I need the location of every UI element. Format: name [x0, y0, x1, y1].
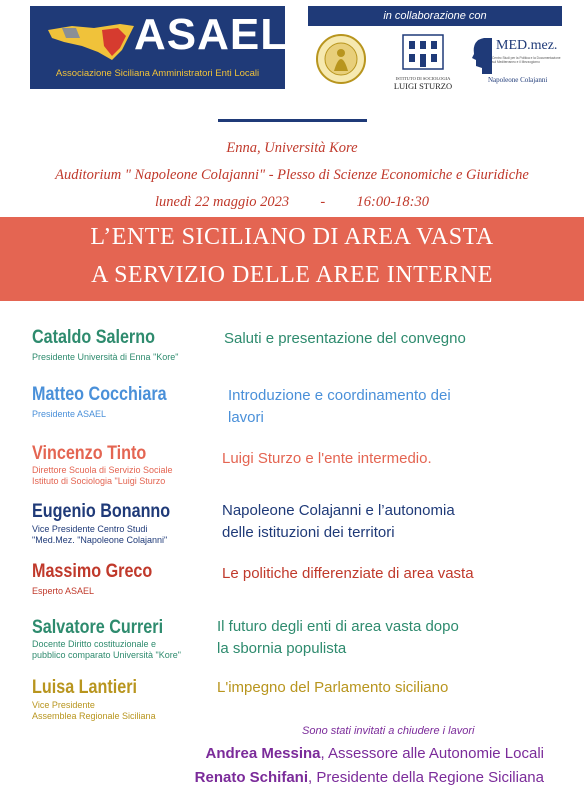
logo-name: ASAEL	[134, 10, 289, 59]
title-line-2: A SERVIZIO DELLE AREE INTERNE	[91, 262, 493, 288]
speaker-role: Vice Presidente Centro Studi "Med.Mez. "Napoleone Colajanni"	[32, 524, 168, 545]
university-seal-icon	[312, 33, 370, 85]
closing-guest	[205, 745, 544, 762]
medmez-description: Centro Studi per la Politica e la Documentazione sul Mediterraneo e il Mezzogiorno	[492, 56, 561, 64]
speaker-card	[32, 617, 186, 661]
guest-role: , Assessore alle Autonomie Locali	[320, 745, 544, 762]
event-time: 16:00-18:30	[356, 194, 429, 210]
speaker-name: Luisa Lantieri	[32, 677, 138, 698]
speaker-name: Matteo Cocchiara	[32, 384, 167, 405]
event-venue: Auditorium " Napoleone Colajanni" - Plesso di Scienze Economiche e Giuridiche	[55, 167, 529, 183]
sturzo-label-main: LUIGI STURZO	[393, 81, 453, 91]
medmez-logo	[470, 34, 562, 90]
speaker-role: Direttore Scuola di Servizio Sociale Istituto di Sociologia "Luigi Sturzo	[32, 465, 173, 486]
speaker-topic: Saluti e presentazione del convegno	[224, 330, 466, 347]
guest-name: Renato Schifani	[194, 769, 309, 786]
sturzo-label-top: ISTITUTO DI SOCIOLOGIA	[395, 76, 451, 81]
collaboration-label: in collaborazione con	[308, 6, 562, 26]
speaker-role: Esperto ASAEL	[32, 586, 95, 596]
profile-head-icon	[470, 36, 494, 76]
speaker-topic: Il futuro degli enti di area vasta dopo la sbornia populista	[217, 618, 459, 657]
speaker-card	[32, 561, 174, 597]
speaker-card	[32, 443, 173, 487]
speaker-name: Massimo Greco	[32, 561, 153, 582]
event-place: Enna, Università Kore	[226, 140, 358, 156]
speaker-name: Vincenzo Tinto	[32, 443, 147, 464]
building-icon	[401, 33, 445, 71]
guest-name: Andrea Messina	[205, 745, 321, 762]
speaker-name: Eugenio Bonanno	[32, 501, 171, 522]
medmez-name: MED.mez.	[496, 38, 558, 53]
speaker-name: Cataldo Salerno	[32, 327, 155, 348]
speaker-card	[32, 677, 156, 722]
speaker-card	[32, 327, 178, 363]
logo-subtitle: Associazione Siciliana Amministratori Enti Locali	[55, 68, 260, 79]
title-band	[0, 217, 584, 301]
closing-guest	[195, 769, 544, 786]
speaker-role: Vice Presidente Assemblea Regionale Siciliana	[32, 700, 156, 721]
speaker-topic: L'impegno del Parlamento siciliano	[217, 679, 449, 696]
asael-logo	[30, 6, 289, 89]
guest-role: , Presidente della Regione Siciliana	[308, 769, 544, 786]
event-datetime	[0, 194, 584, 211]
speaker-topic: Le politiche differenziate di area vasta	[222, 565, 474, 582]
sicily-map-icon	[42, 16, 142, 62]
title-line-1: L’ENTE SICILIANO DI AREA VASTA	[90, 224, 494, 250]
speaker-role: Docente Diritto costituzionale e pubblico comparato Università "Kore"	[32, 639, 181, 660]
speaker-card	[32, 501, 195, 546]
divider	[218, 119, 367, 122]
speaker-topic: Introduzione e coordinamento dei lavori	[228, 387, 451, 426]
closing-intro: Sono stati invitati a chiudere i lavori	[302, 725, 475, 737]
speaker-name: Salvatore Curreri	[32, 617, 164, 638]
speaker-role: Presidente Università di Enna "Kore"	[32, 352, 179, 362]
event-separator: -	[320, 194, 326, 210]
speaker-role: Presidente ASAEL	[32, 409, 107, 419]
speaker-topic: Napoleone Colajanni e l’autonomia delle istituzioni dei territori	[222, 502, 455, 541]
event-date: lunedì 22 maggio 2023	[155, 194, 290, 210]
speaker-topic: Luigi Sturzo e l'ente intermedio.	[222, 450, 432, 467]
sturzo-institute-logo	[388, 33, 458, 93]
speaker-card	[32, 384, 190, 420]
medmez-subtitle: Napoleone Colajanni	[488, 76, 548, 84]
